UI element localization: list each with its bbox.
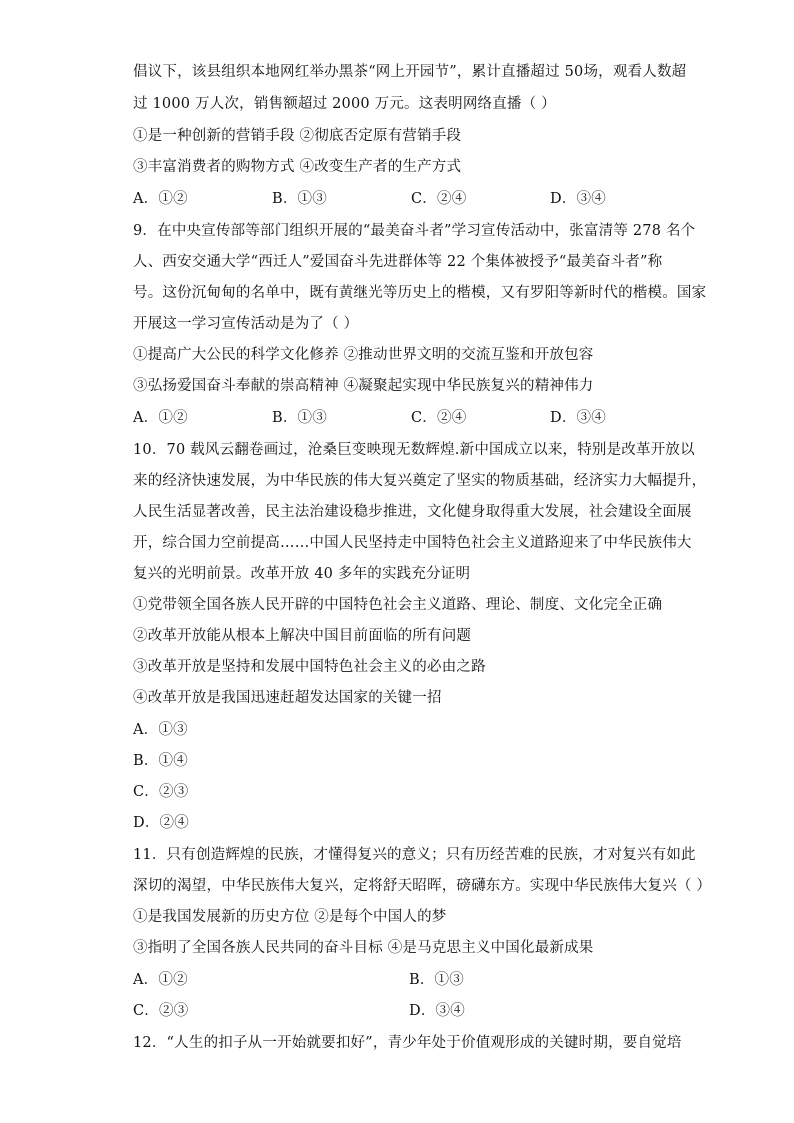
q10-option-line: ③改革开放是坚持和发展中国特色社会主义的必由之路 <box>133 659 486 675</box>
choice-a[interactable]: A．①② <box>133 410 188 426</box>
choice-a[interactable]: A．①② <box>133 972 188 988</box>
choice-b[interactable]: B．①④ <box>133 753 188 769</box>
q10-option-line: ④改革开放是我国迅速赶超发达国家的关键一招 <box>133 690 442 706</box>
q10-stem-line: 人民生活显著改善，民主法治建设稳步推进，文化健身取得重大发展，社会建设全面展 <box>133 504 692 520</box>
q8-choices <box>133 189 663 209</box>
choice-c[interactable]: C．②④ <box>411 191 467 207</box>
q11-choices-row2 <box>133 1001 663 1021</box>
choice-a[interactable]: A．①③ <box>133 722 188 738</box>
q10-option-line: ②改革开放能从根本上解决中国目前面临的所有问题 <box>133 628 472 644</box>
choice-b[interactable]: B．①③ <box>272 191 327 207</box>
q9-stem-line: 开展这一学习宣传活动是为了（ ） <box>133 316 359 332</box>
q9-option-line: ①提高广大公民的科学文化修养 ②推动世界文明的交流互鉴和开放包容 <box>133 347 594 363</box>
q9-option-line: ③弘扬爱国奋斗奉献的崇高精神 ④凝聚起实现中华民族复兴的精神伟力 <box>133 378 594 394</box>
q9-stem-line: 9．在中央宣传部等部门组织开展的“最美奋斗者”学习宣传活动中，张富清等 278 名个 <box>133 223 696 239</box>
q8-option-line: ③丰富消费者的购物方式 ④改变生产者的生产方式 <box>133 159 462 175</box>
q8-option-line: ①是一种创新的营销手段 ②彻底否定原有营销手段 <box>133 128 462 144</box>
choice-c[interactable]: C．②③ <box>133 1003 189 1019</box>
choice-d[interactable]: D．②④ <box>133 815 189 831</box>
q10-stem-line: 开，综合国力空前提高……中国人民坚持走中国特色社会主义道路迎来了中华民族伟大 <box>133 535 692 551</box>
q9-stem-line: 号。这份沉甸甸的名单中，既有黄继光等历史上的楷模，又有罗阳等新时代的楷模。国家 <box>133 285 707 301</box>
q12-stem-line: 12．“人生的扣子从一开始就要扣好”，青少年处于价值观形成的关键时期，要自觉培 <box>133 1035 682 1051</box>
q8-stem-line: 倡议下，该县组织本地网红举办黑茶“网上开园节”，累计直播超过 50场，观看人数超 <box>133 64 687 80</box>
choice-d[interactable]: D．③④ <box>550 191 606 207</box>
choice-d[interactable]: D．③④ <box>409 1003 465 1019</box>
choice-b[interactable]: B．①③ <box>272 410 327 426</box>
q9-stem-line: 人、西安交通大学“西迁人”爱国奋斗先进群体等 22 个集体被授予“最美奋斗者”称 <box>133 254 663 270</box>
choice-c[interactable]: C．②④ <box>411 410 467 426</box>
q9-choices <box>133 408 663 428</box>
q10-stem-line: 来的经济快速发展，为中华民族的伟大复兴奠定了坚实的物质基础，经济实力大幅提升， <box>133 473 707 489</box>
choice-c[interactable]: C．②③ <box>133 784 189 800</box>
q11-option-line: ①是我国发展新的历史方位 ②是每个中国人的梦 <box>133 909 447 925</box>
q11-stem-line: 深切的渴望，中华民族伟大复兴，定将舒天昭晖，磅礴东方。实现中华民族伟大复兴（ ） <box>133 878 712 894</box>
q10-stem-line: 复兴的光明前景。改革开放 40 多年的实践充分证明 <box>133 566 471 582</box>
q11-stem-line: 11．只有创造辉煌的民族，才懂得复兴的意义；只有历经苦难的民族，才对复兴有如此 <box>133 847 696 863</box>
choice-d[interactable]: D．③④ <box>550 410 606 426</box>
choice-b[interactable]: B．①③ <box>409 972 464 988</box>
q11-option-line: ③指明了全国各族人民共同的奋斗目标 ④是马克思主义中国化最新成果 <box>133 940 594 956</box>
q8-stem-line: 过 1000 万人次，销售额超过 2000 万元。这表明网络直播（ ） <box>133 96 556 112</box>
choice-a[interactable]: A．①② <box>133 191 188 207</box>
q10-option-line: ①党带领全国各族人民开辟的中国特色社会主义道路、理论、制度、文化完全正确 <box>133 597 663 613</box>
q10-stem-line: 10．70 载风云翻卷画过，沧桑巨变映现无数辉煌.新中国成立以来，特别是改革开放以 <box>133 442 695 458</box>
q11-choices-row1 <box>133 970 663 990</box>
